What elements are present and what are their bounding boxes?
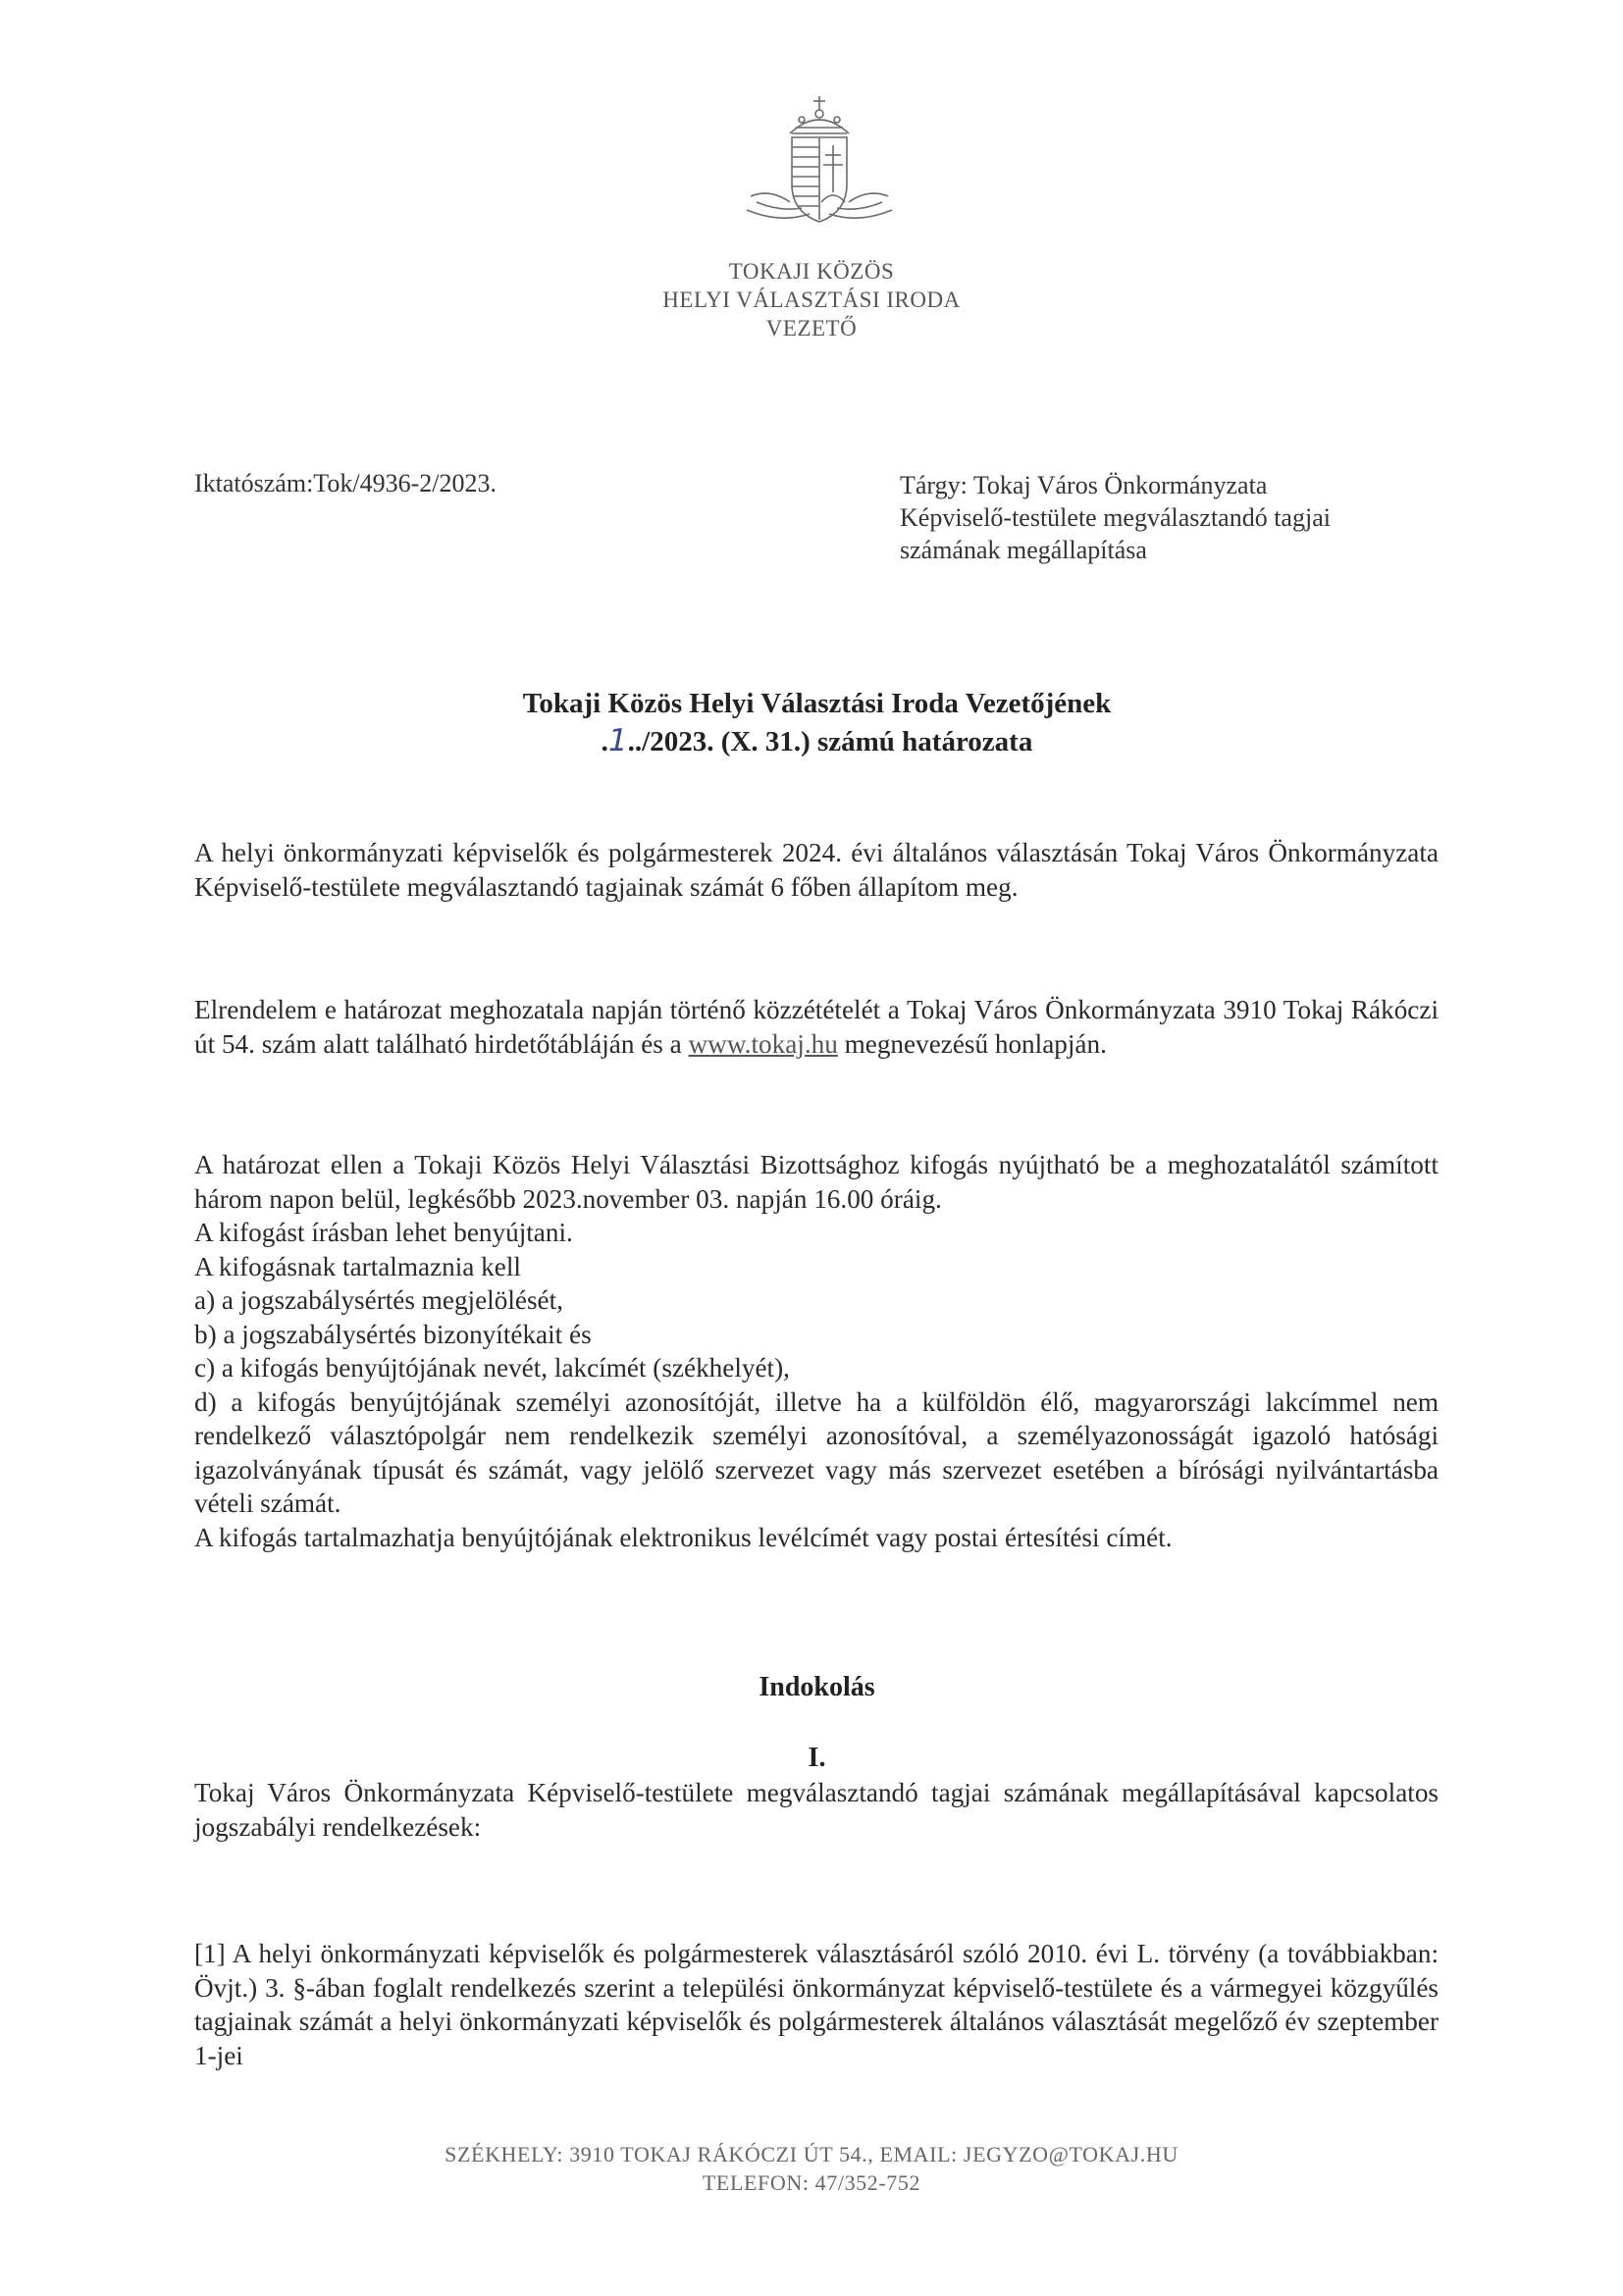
office-line-1: TOKAJI KÖZÖS	[728, 259, 895, 284]
title-line-2	[196, 722, 1438, 760]
subject-line-3: számának megállapítása	[900, 536, 1147, 564]
reasoning-intro-text: Tokaj Város Önkormányzata Képviselő-testülete megválasztandó tagjai számának megállapításával kapcsolatos jogszabályi rendelkezések:	[194, 1778, 1439, 1842]
publication-text-after: megnevezésű honlapján.	[837, 1028, 1107, 1059]
decision-paragraph-1	[194, 836, 1439, 904]
publication-order	[194, 993, 1439, 1061]
issuing-office-header	[517, 257, 1106, 342]
decision-title	[196, 685, 1438, 760]
website-link[interactable]: www.tokaj.hu	[688, 1028, 838, 1059]
subject-line-1: Tárgy: Tokaj Város Önkormányzata	[900, 471, 1268, 499]
appeal-line: a) a jogszabálysértés megjelölését,	[194, 1285, 563, 1315]
title-number-prefix: .	[601, 726, 608, 757]
office-line-3: VEZETŐ	[765, 316, 858, 340]
publication-text-before: Elrendelem e határozat meghozatala napján történő közzétételét a Tokaj Város Önkormányzata 3910 Tokaj Rákóczi út 54. szám alatt található hirdetőtábláján és a	[194, 995, 1439, 1059]
subject-line-2: Képviselő-testülete megválasztandó tagjai	[900, 503, 1331, 532]
appeal-line: d) a kifogás benyújtójának személyi azonosítóját, illetve ha a külföldön élő, magyarországi lakcímmel nem rendelkező választópolgár nem rendelkezik személyi azonosítóval, a személyazonosságát igazoló hatósági igazolványának típusát és számát, vagy jelölő szervezet vagy más szervezet esetében a bírósági nyilvántartásba vételi számát.	[194, 1386, 1439, 1518]
page-footer	[321, 2140, 1302, 2197]
decision-paragraph-2	[194, 993, 1439, 1061]
reasoning-text: [1] A helyi önkormányzati képviselők és polgármesterek választásáról szóló 2010. évi L. törvény (a továbbiakban: Övjt.) 3. §-ában foglalt rendelkezés szerint a települési önkormányzat képviselő-testülete és a vármegyei közgyűlés tagjainak számát a helyi önkormányzati képviselők és polgármesterek általános választását megelőző év szeptember 1-jei	[194, 1939, 1439, 2070]
appeal-line: A kifogást írásban lehet benyújtani.	[194, 1218, 573, 1247]
footer-address: SZÉKHELY: 3910 TOKAJ RÁKÓCZI ÚT 54., EMAIL: JEGYZO@TOKAJ.HU	[445, 2142, 1178, 2166]
appeal-information	[194, 1148, 1439, 1554]
reasoning-heading: Indokolás	[759, 1672, 875, 1702]
handwritten-decision-number: 1	[607, 723, 628, 758]
title-number-rest: ../2023. (X. 31.) számú határozata	[627, 726, 1033, 757]
coat-of-arms-emblem	[721, 86, 917, 234]
title-line-1: Tokaji Közös Helyi Választási Iroda Vezetőjének	[522, 688, 1112, 719]
appeal-line: c) a kifogás benyújtójának nevét, lakcímét (székhelyét),	[194, 1353, 790, 1383]
appeal-line: A határozat ellen a Tokaji Közös Helyi Választási Bizottsághoz kifogás nyújtható be a meghozatalától számított három napon belül, legkésőbb 2023.november 03. napján 16.00 óráig.	[194, 1150, 1439, 1214]
subject-block	[900, 469, 1331, 566]
section-number: I.	[808, 1743, 826, 1773]
reasoning-paragraph-1	[194, 1937, 1439, 2072]
appeal-line: A kifogásnak tartalmaznia kell	[194, 1251, 521, 1281]
registration-number: Iktatószám:Tok/4936-2/2023.	[194, 469, 497, 497]
appeal-line: A kifogás tartalmazhatja benyújtójának elektronikus levélcímét vagy postai értesítési címét.	[194, 1522, 1173, 1552]
reasoning-intro	[194, 1776, 1439, 1844]
decision-text: A helyi önkormányzati képviselők és polgármesterek 2024. évi általános választásán Tokaj Város Önkormányzata Képviselő-testülete megválasztandó tagjainak számát 6 főben állapítom meg.	[194, 838, 1439, 902]
footer-phone: TELEFON: 47/352-752	[702, 2170, 921, 2195]
appeal-line: b) a jogszabálysértés bizonyítékait és	[194, 1319, 592, 1349]
office-line-2: HELYI VÁLASZTÁSI IRODA	[662, 287, 961, 312]
